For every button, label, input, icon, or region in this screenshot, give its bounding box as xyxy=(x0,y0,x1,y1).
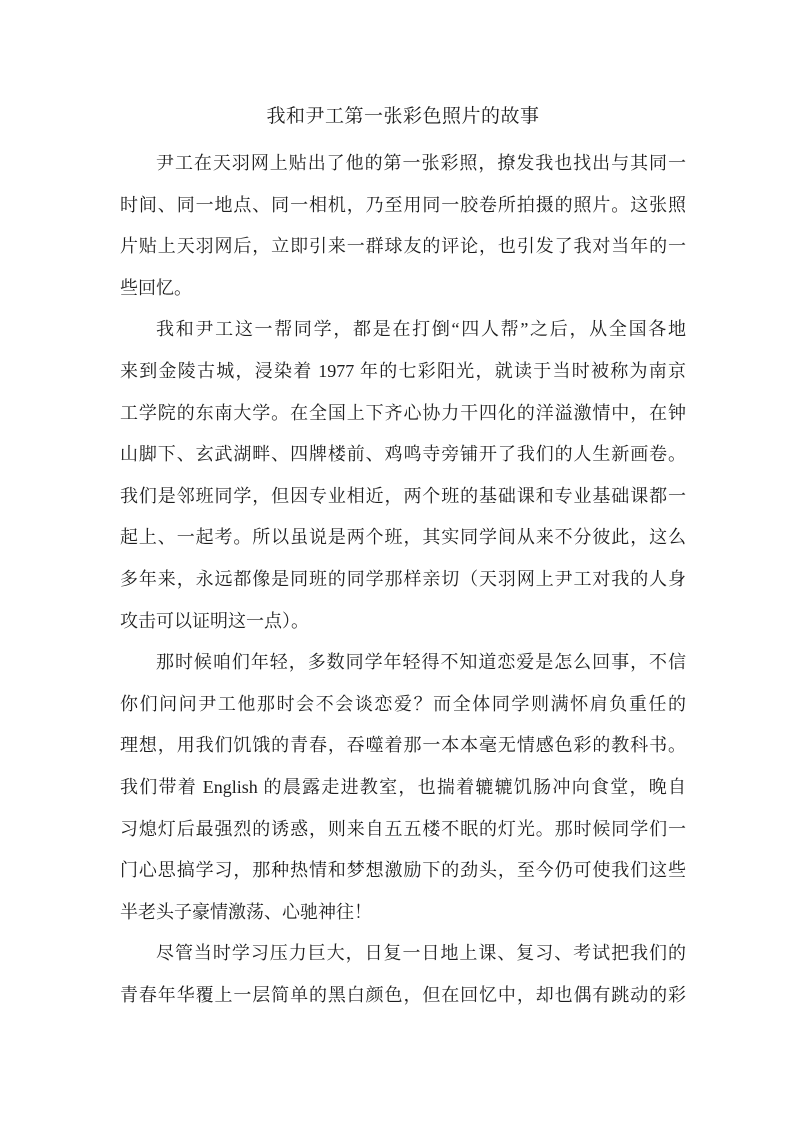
text-line: 工学院的东南大学。在全国上下齐心协力干四化的洋溢激情中，在钟 xyxy=(120,402,686,423)
text-line: 尽管当时学习压力巨大，日复一日地上课、复习、考试把我们的 xyxy=(156,943,686,964)
text-line: 我和尹工这一帮同学，都是在打倒“四人帮”之后，从全国各地 xyxy=(156,319,686,340)
text-line: 你们问问尹工他那时会不会谈恋爱？而全体同学则满怀肩负重任的 xyxy=(120,693,686,714)
text-line: 尹工在天羽网上贴出了他的第一张彩照，撩发我也找出与其同一 xyxy=(156,153,686,173)
text-line: 那时候咱们年轻，多数同学年轻得不知道恋爱是怎么回事，不信 xyxy=(156,652,686,673)
text-line: 些回忆。 xyxy=(120,277,192,298)
text-line: 山脚下、玄武湖畔、四牌楼前、鸡鸣寺旁铺开了我们的人生新画卷。 xyxy=(120,444,686,465)
text-line: 时间、同一地点、同一相机，乃至用同一胶卷所拍摄的照片。这张照 xyxy=(120,194,686,215)
document-body xyxy=(120,143,686,1016)
text-line: 习熄灯后最强烈的诱惑，则来自五五楼不眠的灯光。那时候同学们一 xyxy=(120,818,686,839)
text-line: 来到金陵古城，浸染着 1977 年的七彩阳光，就读于当时被称为南京 xyxy=(120,360,686,381)
text-line: 起上、一起考。所以虽说是两个班，其实同学间从来不分彼此，这么 xyxy=(120,527,686,548)
document-title: 我和尹工第一张彩色照片的故事 xyxy=(266,106,540,127)
text-line: 多年来，永远都像是同班的同学那样亲切（天羽网上尹工对我的人身 xyxy=(120,568,686,589)
text-line: 门心思搞学习，那种热情和梦想激励下的劲头，至今仍可使我们这些 xyxy=(120,860,686,881)
text-line: 我们是邻班同学，但因专业相近，两个班的基础课和专业基础课都一 xyxy=(120,485,686,506)
page-content xyxy=(120,96,686,1016)
text-line: 理想，用我们饥饿的青春，吞噬着那一本本毫无情感色彩的教科书。 xyxy=(120,735,686,756)
text-line: 我们带着 English 的晨露走进教室，也揣着辘辘饥肠冲向食堂，晚自 xyxy=(120,776,686,797)
text-line: 半老头子豪情激荡、心驰神往！ xyxy=(120,901,372,922)
text-line: 片贴上天羽网后，立即引来一群球友的评论，也引发了我对当年的一 xyxy=(120,236,686,257)
text-line: 青春年华覆上一层简单的黑白颜色，但在回忆中，却也偶有跳动的彩 xyxy=(120,984,686,1005)
text-line: 攻击可以证明这一点）。 xyxy=(120,610,309,631)
